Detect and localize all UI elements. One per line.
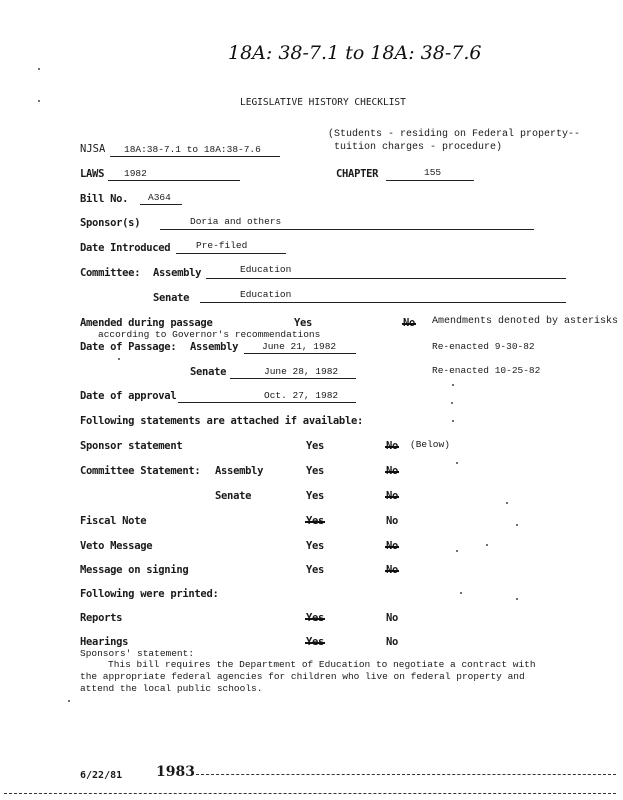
scan-speck xyxy=(456,550,458,552)
scan-speck xyxy=(38,68,40,70)
veto-message-yes: Yes xyxy=(306,540,325,552)
date-introduced-label: Date Introduced xyxy=(80,242,171,254)
amended-label: Amended during passage xyxy=(80,317,213,329)
committee-assembly-label: Assembly xyxy=(153,267,202,279)
veto-message-label: Veto Message xyxy=(80,540,153,552)
passage-assembly-value: June 21, 1982 xyxy=(262,341,337,352)
scan-speck xyxy=(456,462,458,464)
committee-senate-label: Senate xyxy=(153,292,190,304)
sponsors-underline xyxy=(160,229,534,230)
njsa-note-line1: (Students - residing on Federal property-- xyxy=(328,129,581,140)
approval-value: Oct. 27, 1982 xyxy=(264,390,339,401)
laws-underline xyxy=(108,180,240,181)
hearings-yes-struck: Yes xyxy=(306,636,325,648)
scan-speck xyxy=(68,700,70,702)
amended-sub-note: according to Governor's recommendations xyxy=(98,329,321,340)
passage-senate-underline xyxy=(230,378,356,379)
passage-senate-value: June 28, 1982 xyxy=(264,366,339,377)
committee-statement-assembly-no-struck: No xyxy=(386,465,399,477)
sponsor-statement-no xyxy=(386,440,398,452)
passage-assembly-note: Re-enacted 9-30-82 xyxy=(432,341,535,352)
date-introduced-underline xyxy=(176,253,286,254)
amended-note: Amendments denoted by asterisks xyxy=(432,316,619,327)
committee-statement-label: Committee Statement: xyxy=(80,465,201,477)
committee-assembly-underline xyxy=(206,278,566,279)
scan-speck xyxy=(452,384,454,386)
scan-speck xyxy=(452,420,454,422)
sponsor-statement-note: (Below) xyxy=(410,439,450,450)
bill-value: A364 xyxy=(148,192,171,203)
hearings-no: No xyxy=(386,636,399,648)
committee-statement-assembly-yes: Yes xyxy=(306,465,325,477)
committee-statement-assembly-label: Assembly xyxy=(215,465,264,477)
passage-assembly-underline xyxy=(244,353,356,354)
footer-date: 6/22/81 xyxy=(80,770,123,781)
fiscal-note-no: No xyxy=(386,515,399,527)
njsa-label: NJSA xyxy=(80,143,106,155)
footer-dashed-line-lower xyxy=(4,793,616,794)
fiscal-note-yes xyxy=(306,515,324,527)
committee-label: Committee: xyxy=(80,267,141,279)
amended-no-struck: No xyxy=(403,317,416,329)
hearings-yes xyxy=(306,636,324,648)
reports-label: Reports xyxy=(80,612,123,624)
sponsor-statement-yes: Yes xyxy=(306,440,325,452)
handwritten-citation: 18A: 38-7.1 to 18A: 38-7.6 xyxy=(228,42,482,64)
signing-message-no xyxy=(386,564,398,576)
scan-speck xyxy=(516,598,518,600)
scan-speck xyxy=(38,100,40,102)
njsa-value: 18A:38-7.1 to 18A:38-7.6 xyxy=(124,144,261,155)
scan-speck xyxy=(460,592,462,594)
committee-statement-senate-yes: Yes xyxy=(306,490,325,502)
reports-yes xyxy=(306,612,324,624)
sponsors-statement-line1: This bill requires the Department of Education to negotiate a contract with xyxy=(108,659,536,670)
statements-heading: Following statements are attached if available: xyxy=(80,415,364,427)
committee-senate-value: Education xyxy=(240,289,292,300)
veto-message-no-struck: No xyxy=(386,540,399,552)
fiscal-note-yes-struck: Yes xyxy=(306,515,325,527)
scan-speck xyxy=(118,358,120,360)
scan-speck xyxy=(506,502,508,504)
footer-handwritten-year: 1983 xyxy=(156,764,195,780)
printed-heading: Following were printed: xyxy=(80,588,219,600)
sponsors-label: Sponsor(s) xyxy=(80,217,141,229)
reports-no: No xyxy=(386,612,399,624)
veto-message-no xyxy=(386,540,398,552)
sponsors-statement-line2: the appropriate federal agencies for children who live on federal property and xyxy=(80,671,525,682)
committee-senate-underline xyxy=(200,302,566,303)
reports-yes-struck: Yes xyxy=(306,612,325,624)
chapter-label: CHAPTER xyxy=(336,168,379,180)
passage-assembly-label: Assembly xyxy=(190,341,239,353)
committee-statement-assembly-no xyxy=(386,465,398,477)
scan-speck xyxy=(516,524,518,526)
laws-value: 1982 xyxy=(124,168,147,179)
sponsors-statement-heading: Sponsors' statement: xyxy=(80,648,195,659)
chapter-underline xyxy=(386,180,474,181)
scan-speck xyxy=(486,544,488,546)
laws-label: LAWS xyxy=(80,168,105,180)
footer-dashed-line-upper xyxy=(196,774,616,775)
njsa-underline xyxy=(110,156,280,157)
committee-statement-senate-label: Senate xyxy=(215,490,252,502)
fiscal-note-label: Fiscal Note xyxy=(80,515,147,527)
page-title: LEGISLATIVE HISTORY CHECKLIST xyxy=(240,97,406,108)
sponsors-statement-line3: attend the local public schools. xyxy=(80,683,263,694)
njsa-note-line2: tuition charges - procedure) xyxy=(334,142,503,153)
approval-underline xyxy=(178,402,356,403)
approval-label: Date of approval xyxy=(80,390,177,402)
signing-message-no-struck: No xyxy=(386,564,399,576)
hearings-label: Hearings xyxy=(80,636,129,648)
committee-assembly-value: Education xyxy=(240,264,292,275)
chapter-value: 155 xyxy=(424,167,442,178)
sponsor-statement-label: Sponsor statement xyxy=(80,440,183,452)
committee-statement-senate-no-struck: No xyxy=(386,490,399,502)
sponsors-value: Doria and others xyxy=(190,216,282,227)
signing-message-label: Message on signing xyxy=(80,564,189,576)
date-introduced-value: Pre-filed xyxy=(196,240,248,251)
passage-senate-note: Re-enacted 10-25-82 xyxy=(432,365,541,376)
sponsor-statement-no-struck: No xyxy=(386,440,399,452)
passage-senate-label: Senate xyxy=(190,366,227,378)
amended-yes: Yes xyxy=(294,317,313,329)
amended-no xyxy=(403,317,415,329)
signing-message-yes: Yes xyxy=(306,564,325,576)
bill-underline xyxy=(140,204,182,205)
passage-label: Date of Passage: xyxy=(80,341,177,353)
scan-speck xyxy=(451,402,453,404)
committee-statement-senate-no xyxy=(386,490,398,502)
bill-label: Bill No. xyxy=(80,193,129,205)
